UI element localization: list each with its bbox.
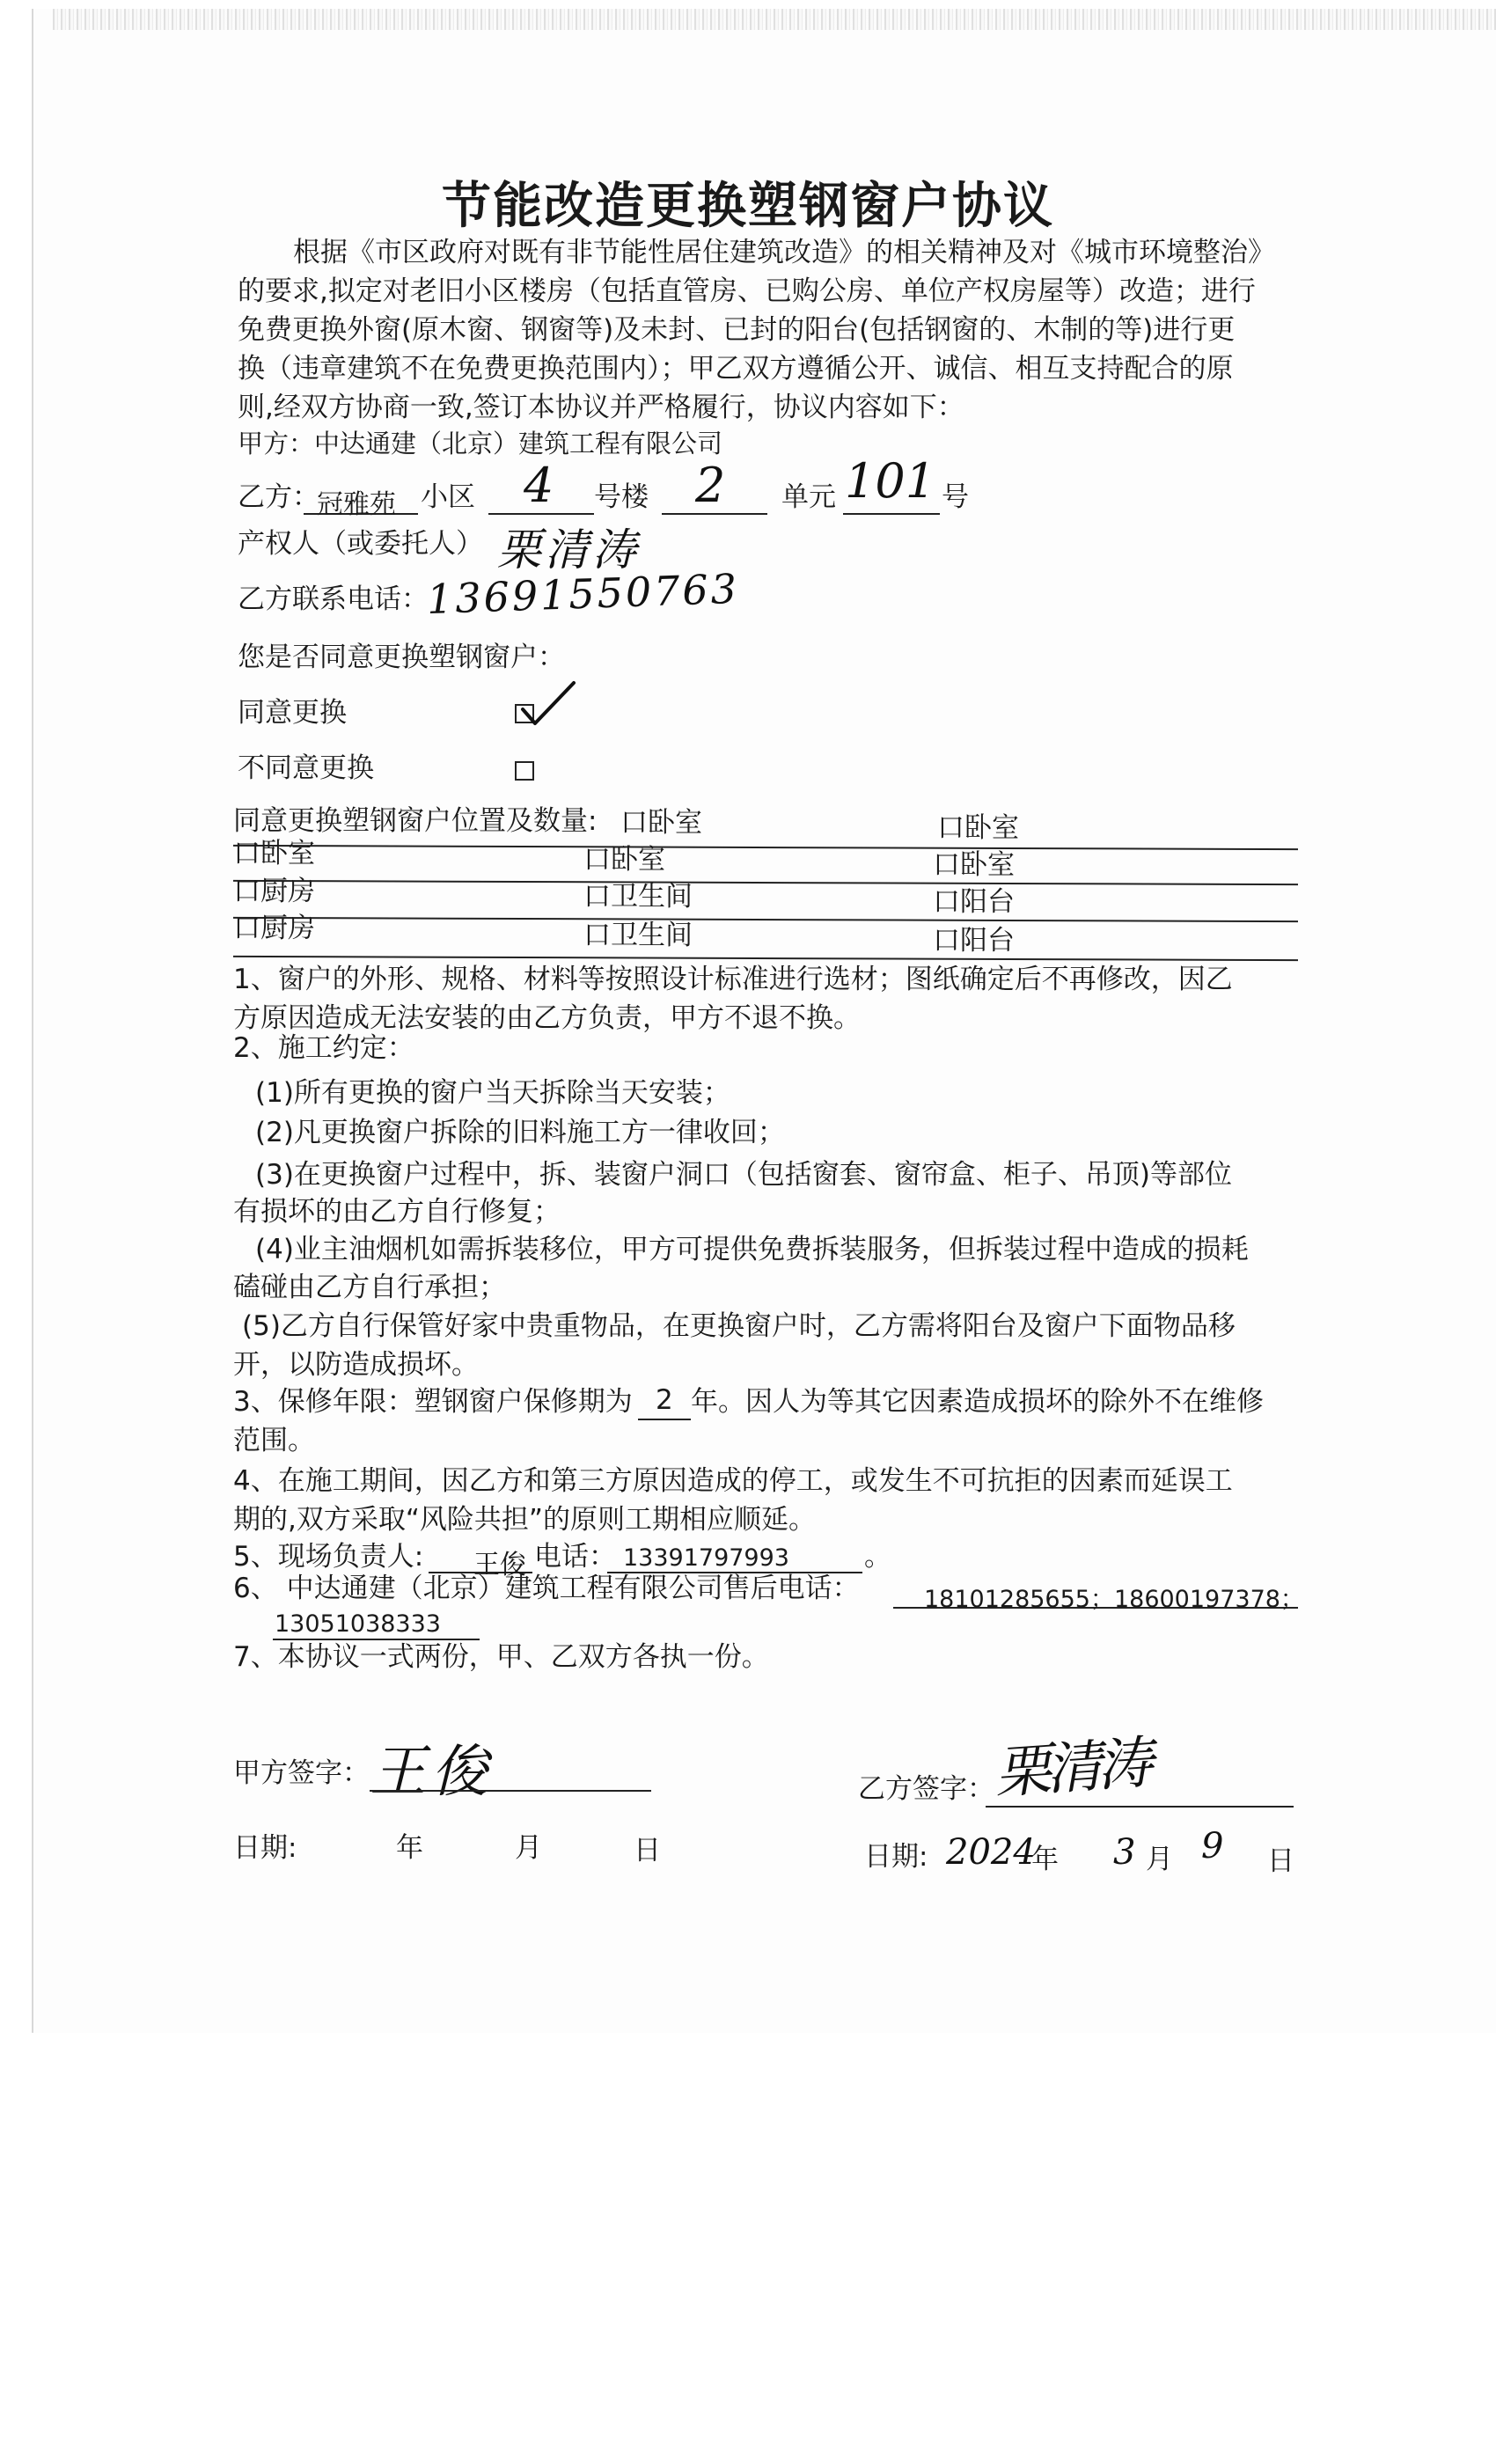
site-manager-name: 王俊 (473, 1550, 526, 1580)
date-a-month: 月 (515, 1832, 542, 1864)
position-r2-c1: 口卧室 (233, 838, 315, 869)
clause-2-3-line-2: 有损坏的由乙方自行修复； (233, 1196, 561, 1228)
community-suffix: 小区 (421, 481, 475, 513)
date-a-day: 日 (634, 1835, 661, 1866)
phone-label: 乙方联系电话： (238, 583, 429, 615)
position-r3-c3: 口阳台 (933, 886, 1015, 918)
intro-line-1: 根据《市区政府对既有非节能性居住建筑改造》的相关精神及对《城市环境整治》 (293, 237, 1275, 268)
intro-line-2: 的要求,拟定对老旧小区楼房（包括直管房、已购公房、单位产权房屋等）改造；进行 (238, 275, 1256, 307)
clause-7: 7、本协议一式两份，甲、乙双方各执一份。 (233, 1641, 769, 1673)
date-b-month-value: 3 (1113, 1832, 1136, 1873)
document-title: 节能改造更换塑钢窗户协议 (442, 178, 1054, 235)
disagree-checkbox[interactable] (515, 761, 534, 781)
unit-number: 2 (695, 458, 726, 513)
position-r1-c2: 口卧室 (620, 807, 702, 839)
position-r2-c3: 口卧室 (933, 849, 1015, 881)
date-b-year-value: 2024 (946, 1832, 1036, 1873)
community-name: 冠雅苑 (317, 489, 396, 520)
sign-b-signature: 栗清涛 (993, 1731, 1150, 1807)
intro-line-5: 则,经双方协商一致,签订本协议并严格履行，协议内容如下： (238, 392, 964, 423)
party-a: 甲方：中达通建（北京）建筑工程有限公司 (238, 429, 723, 458)
date-b-label: 日期: (864, 1841, 928, 1873)
warranty-years: 2 (656, 1384, 673, 1416)
clause-1-line-2: 方原因造成无法安装的由乙方负责，甲方不退不换。 (233, 1002, 861, 1034)
site-manager-end: 。 (864, 1541, 891, 1573)
positions-heading: 同意更换塑钢窗户位置及数量: (233, 805, 598, 837)
date-a-label: 日期: (233, 1832, 297, 1864)
owner-label: 产权人（或委托人） (238, 528, 483, 560)
clause-2-heading: 2、施工约定： (233, 1032, 414, 1064)
clause-4-line-1: 4、在施工期间，因乙方和第三方原因造成的停工，或发生不可抗拒的因素而延误工 (233, 1465, 1233, 1497)
site-manager-prefix: 5、现场负责人: (233, 1541, 424, 1573)
clause-2-5-line-2: 开，以防造成损坏。 (233, 1349, 479, 1381)
date-b-day: 日 (1267, 1845, 1294, 1877)
position-r1-c3: 口卧室 (937, 812, 1019, 844)
building-suffix: 号楼 (594, 481, 649, 513)
position-r2-c2: 口卧室 (583, 844, 665, 876)
position-r3-c1: 口厨房 (233, 876, 315, 907)
clause-4-line-2: 期的,双方采取“风险共担”的原则工期相应顺延。 (233, 1504, 816, 1536)
date-a-year: 年 (396, 1832, 423, 1864)
scan-edge (53, 9, 1496, 30)
clause-2-1: (1)所有更换的窗户当天拆除当天安装； (255, 1077, 730, 1109)
clause-2-4-line-1: (4)业主油烟机如需拆装移位，甲方可提供免费拆装服务，但拆装过程中造成的损耗 (255, 1234, 1249, 1265)
warranty-prefix: 3、保修年限：塑钢窗户保修期为 (233, 1386, 633, 1418)
clause-2-4-line-2: 磕碰由乙方自行承担； (233, 1272, 506, 1303)
building-number: 4 (524, 458, 554, 513)
site-manager-phone: 13391797993 (623, 1544, 789, 1572)
clause-1-line-1: 1、窗户的外形、规格、材料等按照设计标准进行选材；图纸确定后不再修改，因乙 (233, 964, 1233, 995)
warranty-suffix: 年。因人为等其它因素造成损坏的除外不在维修 (691, 1386, 1264, 1418)
owner-name-handwritten: 栗清涛 (497, 524, 640, 576)
room-number: 101 (845, 453, 936, 509)
question: 您是否同意更换塑钢窗户： (238, 642, 565, 673)
intro-line-3: 免费更换外窗(原木窗、钢窗等)及未封、已封的阳台(包括钢窗的、木制的等)进行更 (238, 314, 1236, 346)
position-r3-c2: 口卫生间 (583, 881, 693, 913)
after-sales-prefix: 6、 中达通建（北京）建筑工程有限公司售后电话： (233, 1573, 860, 1604)
room-suffix: 号 (942, 481, 969, 513)
sign-a-label: 甲方签字： (233, 1757, 370, 1789)
phone-handwritten: 13691550763 (426, 564, 740, 624)
unit-suffix: 单元 (781, 481, 836, 513)
clause-2-3-line-1: (3)在更换窗户过程中，拆、装窗户洞口（包括窗套、窗帘盒、柜子、吊顶)等部位 (255, 1159, 1233, 1191)
clause-2-2: (2)凡更换窗户拆除的旧料施工方一律收回； (255, 1117, 785, 1148)
check-mark-icon (517, 678, 579, 730)
intro-line-4: 换（违章建筑不在免费更换范围内）；甲乙双方遵循公开、诚信、相互支持配合的原 (238, 353, 1234, 385)
sign-a-signature: 王俊 (370, 1740, 493, 1805)
position-r4-c2: 口卫生间 (583, 920, 693, 951)
after-sales-phone-3: 13051038333 (275, 1610, 441, 1638)
site-manager-phone-label: 电话： (534, 1541, 616, 1573)
disagree-label: 不同意更换 (238, 752, 374, 784)
position-r4-c1: 口厨房 (233, 913, 315, 944)
sign-b-label: 乙方签字： (858, 1773, 994, 1805)
after-sales-phones: 18101285655；18600197378； (924, 1586, 1304, 1613)
clause-2-5-line-1: (5)乙方自行保管好家中贵重物品，在更换窗户时，乙方需将阳台及窗户下面物品移 (242, 1310, 1236, 1342)
party-b-label: 乙方： (238, 481, 319, 513)
date-b-day-value: 9 (1201, 1826, 1224, 1866)
agree-label: 同意更换 (238, 697, 347, 729)
warranty-line-2: 范围。 (233, 1425, 315, 1456)
date-b-month: 月 (1146, 1844, 1173, 1875)
date-b-year: 年 (1031, 1844, 1059, 1875)
position-r4-c3: 口阳台 (933, 925, 1015, 957)
